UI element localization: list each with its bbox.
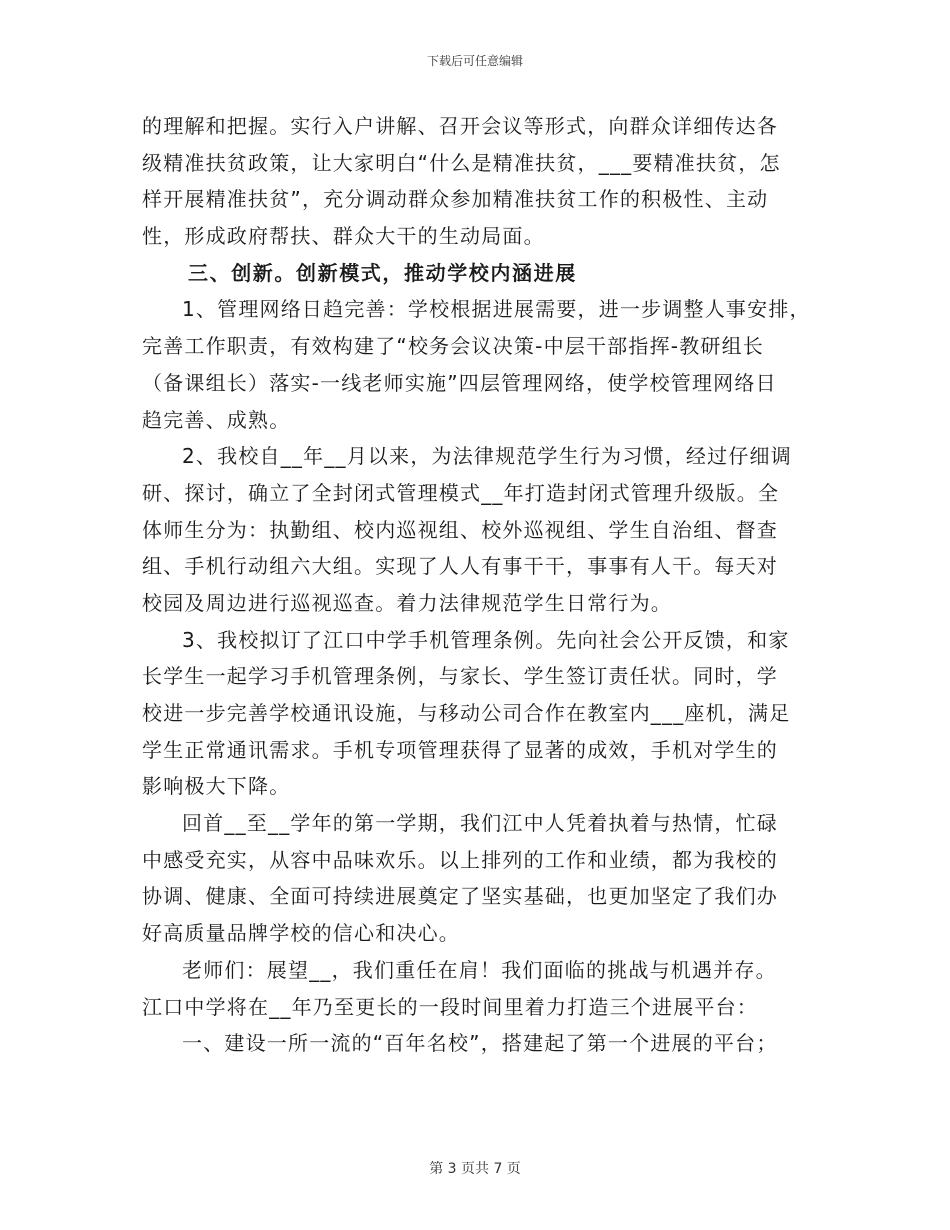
body-line: 学生正常通讯需求。手机专项管理获得了显著的成效，手机对学生的: [142, 737, 778, 762]
body-line: 趋完善、成熟。: [142, 407, 291, 432]
page-footer: 第 3 页共 7 页: [429, 1161, 521, 1177]
body-line: 影响极大下降。: [142, 774, 291, 799]
body-line: 江口中学将在__年乃至更长的一段时间里着力打造三个进展平台：: [142, 994, 758, 1019]
section-heading: 三、创新。创新模式，推动学校内涵进展: [188, 260, 577, 285]
body-line: 性，形成政府帮扶、群众大干的生动局面。: [142, 224, 545, 249]
body-line: 完善工作职责，有效构建了“校务会议决策-中层干部指挥-教研组长: [142, 334, 764, 359]
paragraph-start-line: 3、我校拟订了江口中学手机管理条例。先向社会公开反馈，和家: [182, 627, 790, 652]
body-line: 的理解和把握。实行入户讲解、召开会议等形式，向群众详细传达各: [142, 114, 778, 138]
paragraph-start-line: 一、建设一所一流的“百年名校”，搭建起了第一个进展的平台；: [182, 1031, 778, 1056]
body-line: 体师生分为：执勤组、校内巡视组、校外巡视组、学生自治组、督查: [142, 517, 778, 542]
paragraph-start-line: 老师们：展望__，我们重任在肩！我们面临的挑战与机遇并存。: [182, 957, 777, 982]
body-line: 样开展精准扶贫”，充分调动群众参加精准扶贫工作的积极性、主动: [142, 187, 769, 212]
paragraph-start-line: 2、我校自__年__月以来，为法律规范学生行为习惯，经过仔细调: [182, 444, 792, 469]
body-line: 校园及周边进行巡视巡查。着力法律规范学生日常行为。: [142, 590, 672, 615]
body-line: 长学生一起学习手机管理条例，与家长、学生签订责任状。同时，学: [142, 664, 778, 689]
paragraph-start-line: 1、管理网络日趋完善：学校根据进展需要，进一步调整人事安排，: [182, 297, 811, 322]
body-line: 校进一步完善学校通讯设施，与移动公司合作在教室内___座机，满足: [142, 701, 791, 725]
body-line: 中感受充实，从容中品味欢乐。以上排列的工作和业绩，都为我校的: [142, 847, 778, 872]
body-line: 好高质量品牌学校的信心和决心。: [142, 921, 460, 946]
body-line: 组、手机行动组六大组。实现了人人有事干干，事事有人干。每天对: [142, 554, 778, 579]
document-body: [142, 108, 812, 1062]
page-header: 下载后可任意编辑: [426, 54, 523, 68]
paragraph-start-line: 回首__至__学年的第一学期，我们江中人凭着执着与热情，忙碌: [182, 811, 778, 836]
body-line: 协调、健康、全面可持续进展奠定了坚实基础，也更加坚定了我们办: [142, 884, 778, 909]
body-line: 级精准扶贫政策，让大家明白“什么是精准扶贫，___要精准扶贫，怎: [142, 150, 781, 175]
body-line: （备课组长）落实-一线老师实施”四层管理网络，使学校管理网络日: [142, 370, 777, 395]
body-line: 研、探讨，确立了全封闭式管理模式__年打造封闭式管理升级版。全: [142, 480, 780, 505]
